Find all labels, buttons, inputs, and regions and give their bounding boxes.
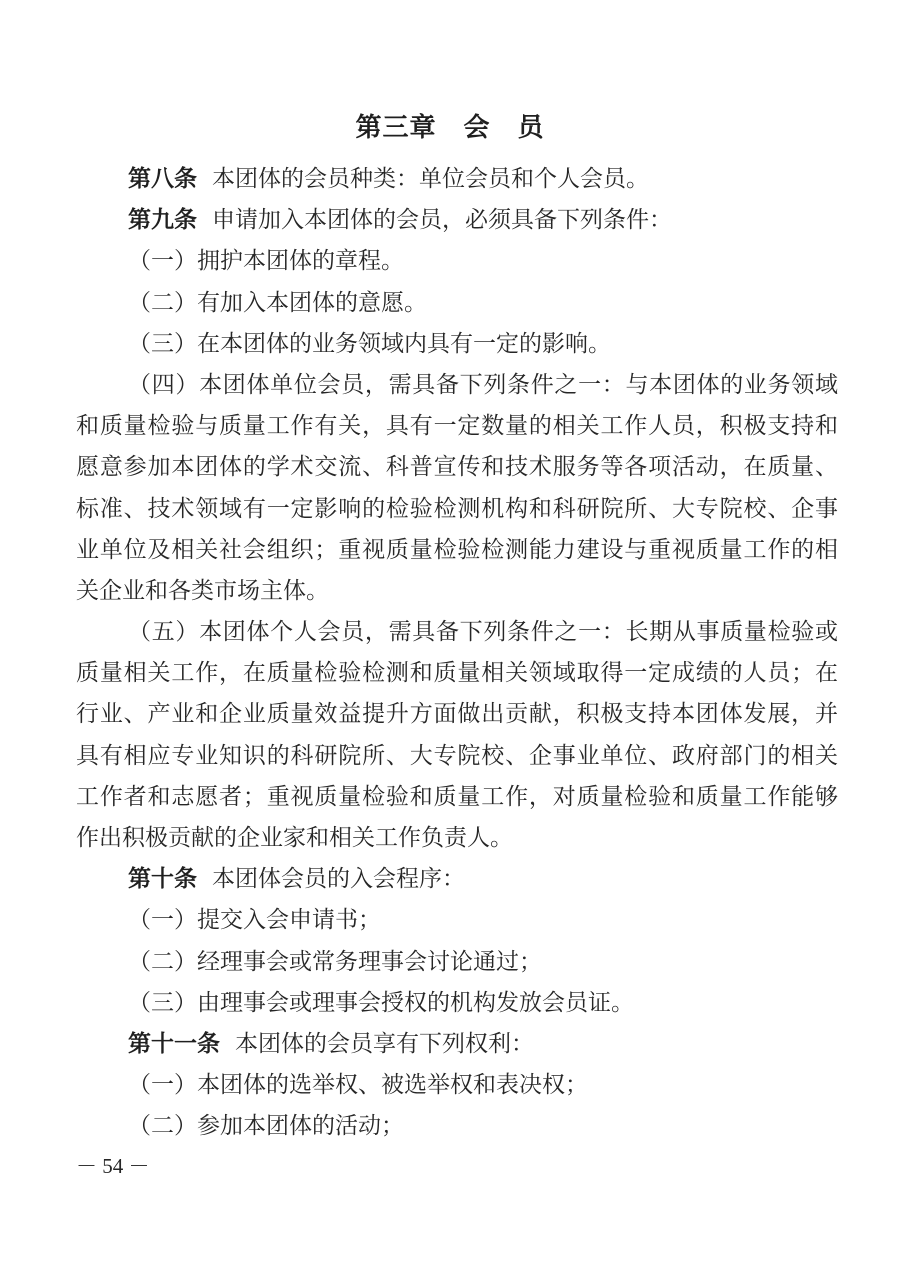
line-text: （四）本团体单位会员，需具备下列条件之一：与本团体的业务领域 xyxy=(128,371,838,397)
line-text: 本团体的会员种类：单位会员和个人会员。 xyxy=(212,166,649,191)
line-text: （一）拥护本团体的章程。 xyxy=(128,248,404,274)
line-text: 本团体会员的入会程序： xyxy=(212,866,465,892)
line-text: 具有相应专业知识的科研院所、大专院校、企事业单位、政府部门的相关 xyxy=(76,742,838,768)
line-text: 标准、技术领域有一定影响的检验检测机构和科研院所、大专院校、企事 xyxy=(76,495,838,521)
chapter-heading: 第三章 会 员 xyxy=(355,112,545,142)
line-text: 申请加入本团体的会员，必须具备下列条件： xyxy=(212,207,672,233)
document-line xyxy=(76,199,838,240)
document-line xyxy=(76,570,838,611)
document-line xyxy=(76,323,838,364)
line-text: 和质量检验与质量工作有关，具有一定数量的相关工作人员，积极支持和 xyxy=(76,413,838,439)
line-text: 本团体的会员享有下列权利： xyxy=(235,1030,534,1056)
document-line xyxy=(76,1105,838,1146)
document-line xyxy=(76,735,838,776)
document-line xyxy=(76,240,838,281)
document-line xyxy=(76,488,838,529)
line-text: 作出积极贡献的企业家和相关工作负责人。 xyxy=(76,825,513,850)
document-line xyxy=(76,982,838,1023)
line-text: （二）经理事会或常务理事会讨论通过； xyxy=(128,948,542,974)
article-number: 第九条 xyxy=(128,206,197,233)
document-line xyxy=(76,282,838,323)
document-line xyxy=(76,529,838,570)
document-line xyxy=(76,817,838,858)
document-line xyxy=(76,776,838,817)
line-text: （五）本团体个人会员，需具备下列条件之一：长期从事质量检验或 xyxy=(128,619,838,645)
document-line xyxy=(76,1023,838,1064)
line-text: 关企业和各类市场主体。 xyxy=(76,577,329,603)
line-text: 质量相关工作，在质量检验检测和质量相关领域取得一定成绩的人员；在 xyxy=(76,660,838,686)
line-text: （一）提交入会申请书； xyxy=(128,907,381,933)
line-text: 行业、产业和企业质量效益提升方面做出贡献，积极支持本团体发展，并 xyxy=(76,701,838,727)
document-line xyxy=(76,693,838,734)
document-line xyxy=(76,158,838,199)
line-text: （二）参加本团体的活动； xyxy=(128,1113,404,1139)
article-number: 第十一条 xyxy=(128,1029,220,1056)
document-line xyxy=(76,899,838,940)
line-text: （三）在本团体的业务领域内具有一定的影响。 xyxy=(128,330,611,356)
article-number: 第八条 xyxy=(128,165,197,191)
document-line xyxy=(76,1064,838,1105)
document-line xyxy=(76,364,838,405)
document-line xyxy=(76,652,838,693)
line-text: （一）本团体的选举权、被选举权和表决权； xyxy=(128,1072,588,1098)
line-text: 业单位及相关社会组织；重视质量检验检测能力建设与重视质量工作的相 xyxy=(76,536,838,562)
document-lines xyxy=(76,158,838,1147)
line-text: 工作者和志愿者；重视质量检验和质量工作，对质量检验和质量工作能够 xyxy=(76,783,838,809)
line-text: （三）由理事会或理事会授权的机构发放会员证。 xyxy=(128,989,634,1015)
page-number: － 54 － xyxy=(76,1154,150,1178)
document-line xyxy=(76,941,838,982)
line-text: （二）有加入本团体的意愿。 xyxy=(128,289,427,315)
document-line xyxy=(76,446,838,487)
document-line xyxy=(76,858,838,899)
article-number: 第十条 xyxy=(128,865,197,892)
document-line xyxy=(76,611,838,652)
document-line xyxy=(76,405,838,446)
line-text: 愿意参加本团体的学术交流、科普宣传和技术服务等各项活动，在质量、 xyxy=(76,454,838,480)
